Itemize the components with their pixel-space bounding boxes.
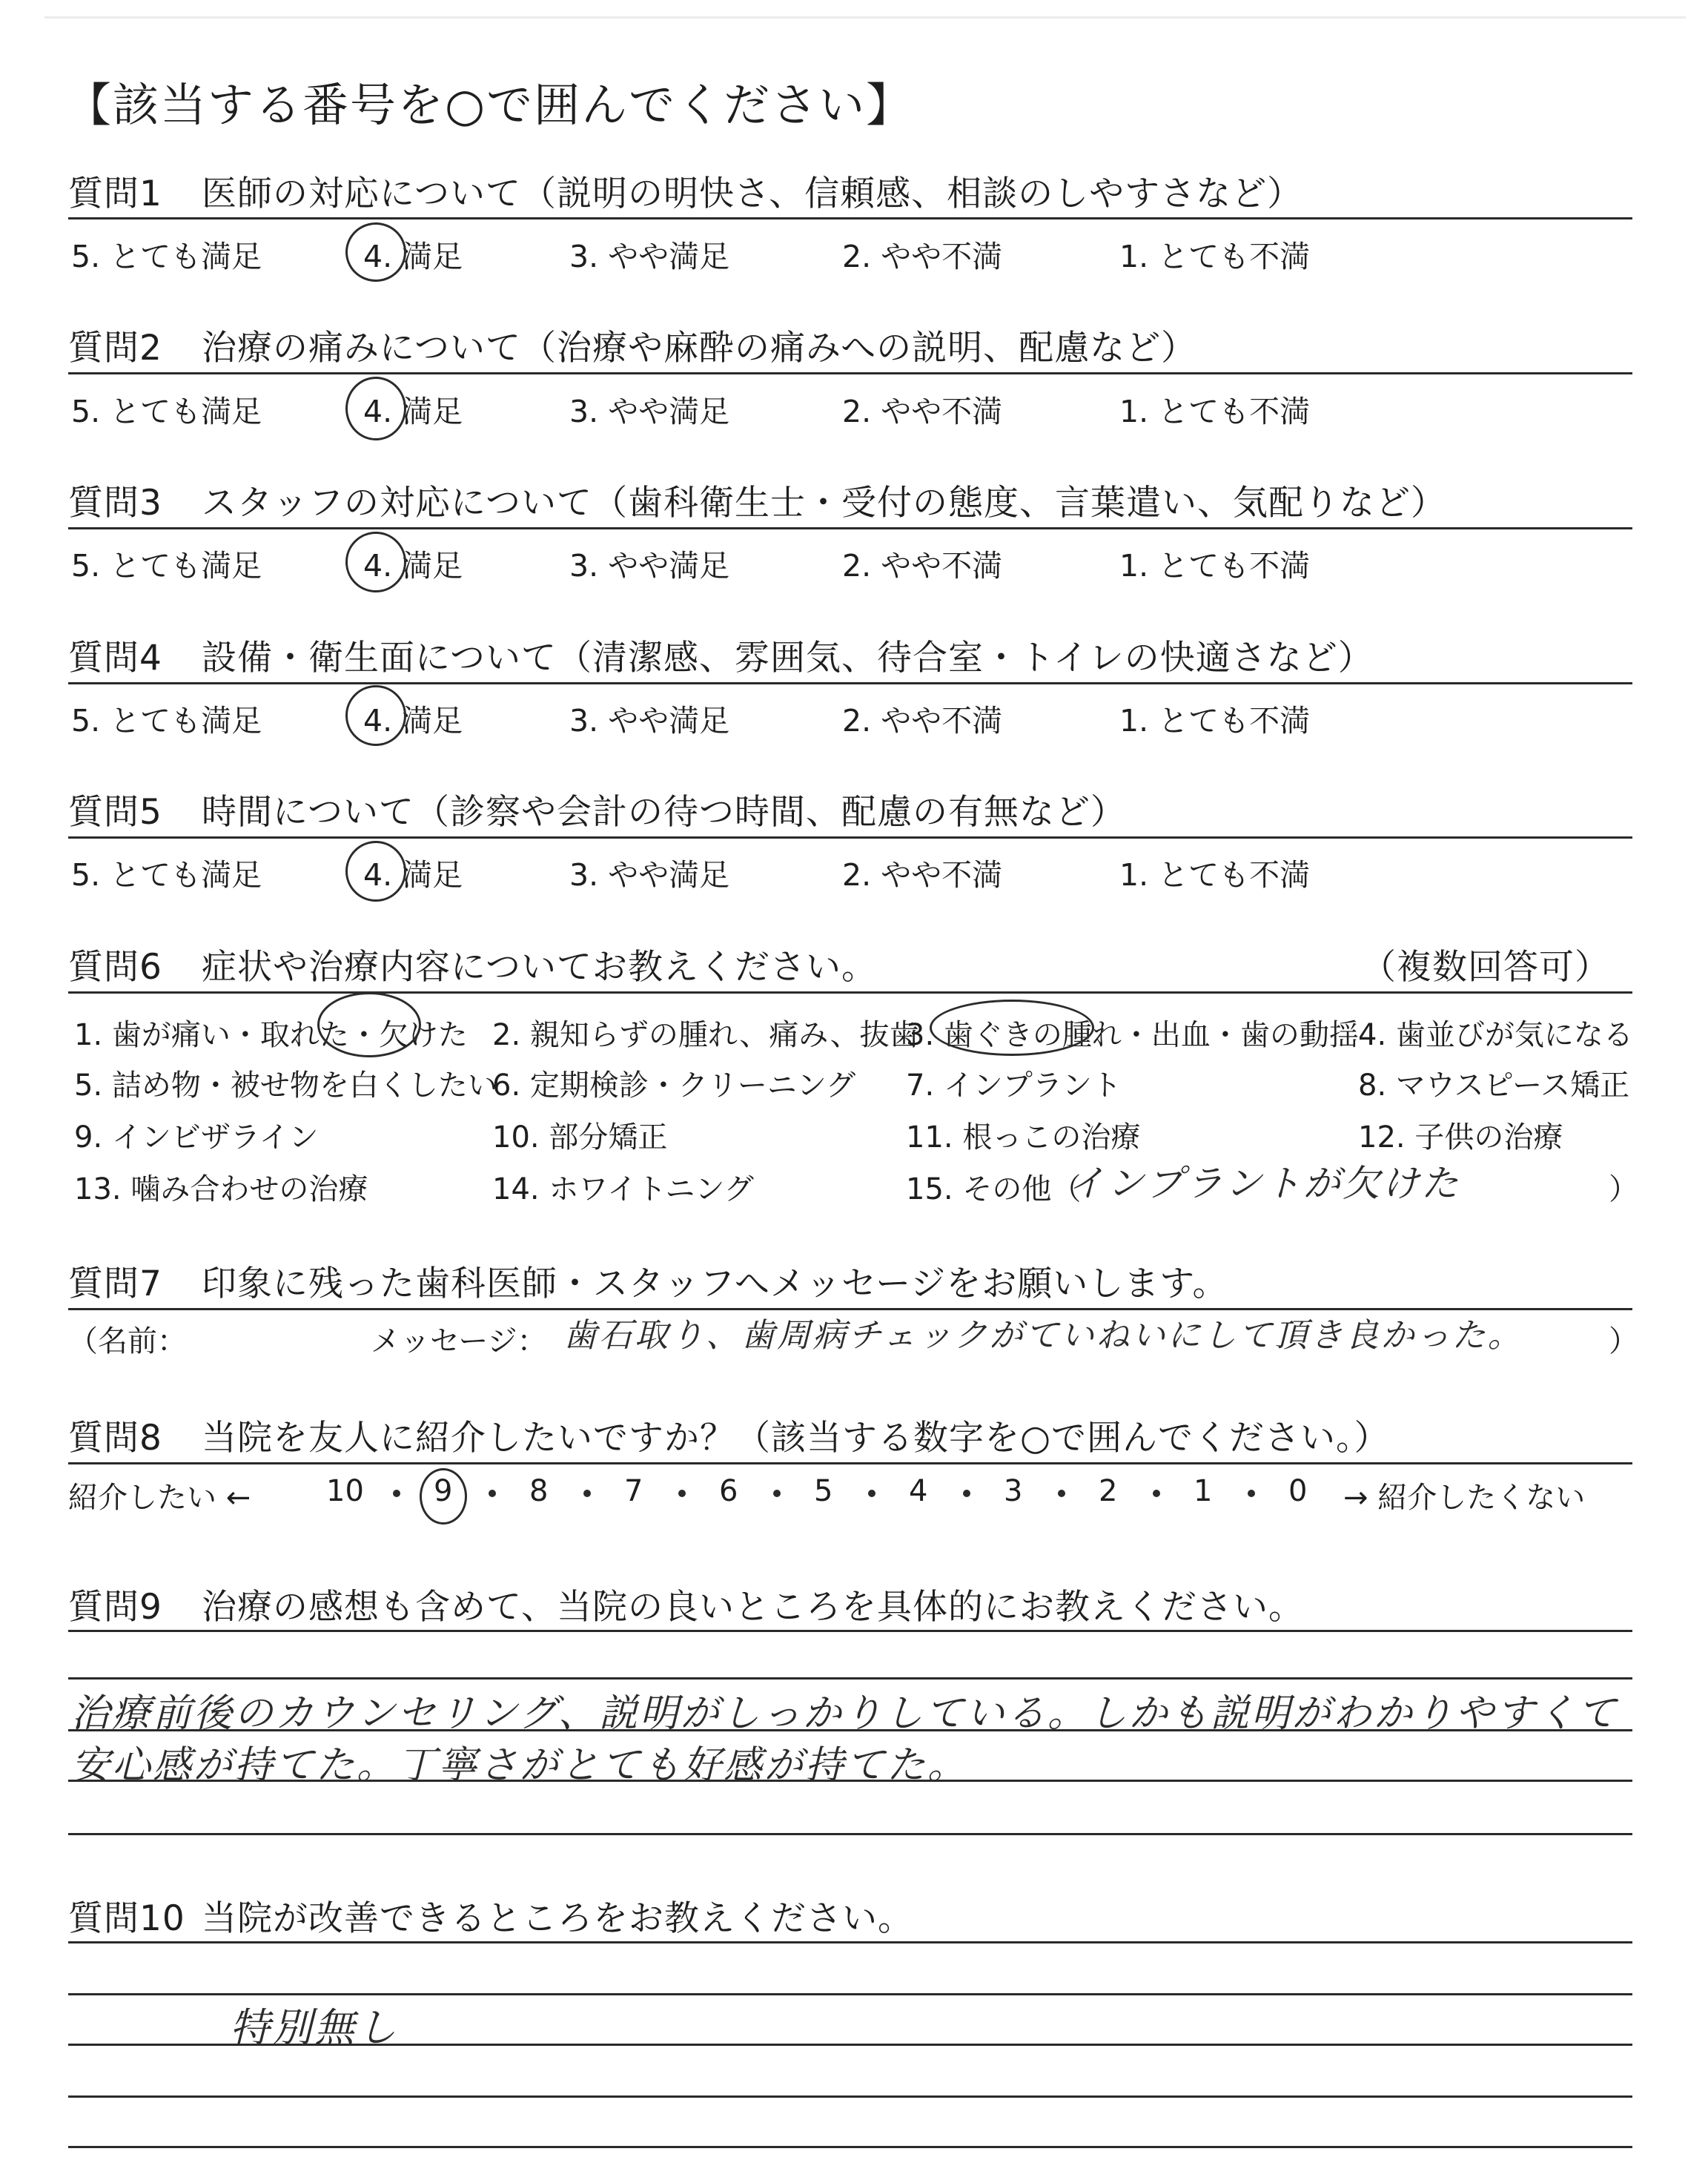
question-4-option-2[interactable]: 2. やや不満: [842, 703, 1003, 739]
question-4-text: 設備・衛生面について（清潔感、雰囲気、待合室・トイレの快適さなど）: [202, 638, 1374, 678]
question-3-option-2[interactable]: 2. やや不満: [842, 548, 1003, 584]
symptom-option-6[interactable]: 6. 定期検診・クリーニング: [492, 1069, 856, 1103]
question-9-rule-2: [68, 1677, 1632, 1680]
symptom-other-answer[interactable]: インプラントが欠けた: [1068, 1162, 1460, 1205]
symptom-option-11[interactable]: 11. 根っこの治療: [906, 1120, 1141, 1155]
question-5-option-5[interactable]: 5. とても満足: [71, 857, 262, 893]
question-10-rule-1: [68, 1941, 1632, 1943]
question-5-option-1[interactable]: 1. とても不満: [1119, 857, 1311, 893]
question-3-option-1[interactable]: 1. とても不満: [1119, 548, 1311, 584]
scale-2[interactable]: 2: [1099, 1474, 1118, 1508]
symptom-option-8[interactable]: 8. マウスピース矯正: [1358, 1069, 1630, 1103]
question-9-label: 質問9: [68, 1587, 162, 1628]
question-4-label: 質問4: [68, 638, 162, 678]
recommend-left-label: 紹介したい ←: [68, 1481, 251, 1515]
symptom-option-1[interactable]: 1. 歯が痛い・取れた・欠けた: [74, 1018, 468, 1052]
question-1-option-2[interactable]: 2. やや不満: [842, 239, 1003, 274]
question-8-text: 当院を友人に紹介したいですか？（該当する数字を○で囲んでください。）: [202, 1418, 1390, 1459]
question-10-label: 質問10: [68, 1898, 185, 1939]
question-2-option-4[interactable]: 4. 満足: [363, 394, 463, 429]
question-1-option-4[interactable]: 4. 満足: [363, 239, 463, 274]
question-5-text: 時間について（診察や会計の待つ時間、配慮の有無など）: [202, 792, 1127, 833]
question-2-option-3[interactable]: 3. やや満足: [569, 394, 730, 429]
scale-9[interactable]: 9: [434, 1474, 453, 1508]
question-2-option-2[interactable]: 2. やや不満: [842, 394, 1003, 429]
question-2-option-5[interactable]: 5. とても満足: [71, 394, 262, 429]
symptom-option-7[interactable]: 7. インプラント: [906, 1069, 1122, 1103]
recommend-right-label: → 紹介したくない: [1343, 1481, 1586, 1515]
question-10-rule-2: [68, 1993, 1632, 1995]
question-1-text: 医師の対応について（説明の明快さ、信頼感、相談のしやすさなど）: [202, 174, 1303, 214]
symptom-option-10[interactable]: 10. 部分矯正: [492, 1120, 668, 1155]
question-6-label: 質問6: [68, 947, 162, 988]
scale-0[interactable]: 0: [1288, 1474, 1308, 1508]
message-name-label: （名前：: [68, 1324, 187, 1358]
question-1-option-1[interactable]: 1. とても不満: [1119, 239, 1311, 274]
question-9-rule-5: [68, 1833, 1632, 1835]
question-1-label: 質問1: [68, 174, 162, 214]
question-9-text: 治療の感想も含めて、当院の良いところを具体的にお教えください。: [202, 1587, 1305, 1628]
question-4-option-3[interactable]: 3. やや満足: [569, 703, 730, 739]
question-7-text: 印象に残った歯科医師・スタッフへメッセージをお願いします。: [202, 1264, 1228, 1304]
symptom-option-13[interactable]: 13. 噛み合わせの治療: [74, 1172, 368, 1206]
question-5-option-2[interactable]: 2. やや不満: [842, 857, 1003, 893]
symptom-option-3[interactable]: 3. 歯ぐきの腫れ・出血・歯の動揺: [906, 1018, 1359, 1052]
question-4-option-4[interactable]: 4. 満足: [363, 703, 463, 739]
symptom-other-close: ）: [1609, 1172, 1638, 1206]
question-10-answer[interactable]: 特別無し: [230, 2004, 399, 2051]
question-3-option-4[interactable]: 4. 満足: [363, 548, 463, 584]
message-answer[interactable]: 歯石取り、歯周病チェックがていねいにして頂き良かった。: [563, 1315, 1523, 1355]
form-title: 【該当する番号を○で囲んでください】: [65, 78, 914, 132]
scale-5[interactable]: 5: [814, 1474, 833, 1508]
question-2-option-1[interactable]: 1. とても不満: [1119, 394, 1311, 429]
scale-7[interactable]: 7: [624, 1474, 643, 1508]
question-10-rule-4: [68, 2095, 1632, 2098]
scale-3[interactable]: 3: [1004, 1474, 1023, 1508]
symptom-option-12[interactable]: 12. 子供の治療: [1358, 1120, 1563, 1155]
question-3-text: スタッフの対応について（歯科衛生士・受付の態度、言葉遣い、気配りなど）: [202, 483, 1447, 524]
question-4-option-5[interactable]: 5. とても満足: [71, 703, 262, 739]
scale-6[interactable]: 6: [719, 1474, 738, 1508]
scale-1[interactable]: 1: [1194, 1474, 1213, 1508]
question-7-label: 質問7: [68, 1264, 162, 1304]
symptom-option-5[interactable]: 5. 詰め物・被せ物を白くしたい: [74, 1069, 497, 1103]
question-2-label: 質問2: [68, 328, 162, 369]
message-label: メッセージ：: [371, 1324, 547, 1358]
question-6-text: 症状や治療内容についてお教えください。: [202, 947, 878, 988]
scale-10[interactable]: 10: [326, 1474, 364, 1508]
question-3-label: 質問3: [68, 483, 162, 524]
question-3-option-3[interactable]: 3. やや満足: [569, 548, 730, 584]
question-5-option-4[interactable]: 4. 満足: [363, 857, 463, 893]
symptom-option-2[interactable]: 2. 親知らずの腫れ、痛み、抜歯: [492, 1018, 919, 1052]
question-6-note: （複数回答可）: [1361, 947, 1610, 988]
question-5-label: 質問5: [68, 792, 162, 833]
symptom-option-15[interactable]: 15. その他（: [906, 1172, 1082, 1206]
symptom-option-4[interactable]: 4. 歯並びが気になる: [1358, 1018, 1633, 1052]
symptom-option-9[interactable]: 9. インビザライン: [74, 1120, 319, 1155]
scale-answer-circle: [420, 1468, 467, 1525]
message-close: ）: [1609, 1324, 1638, 1358]
question-10-rule-5: [68, 2146, 1632, 2148]
question-4-option-1[interactable]: 1. とても不満: [1119, 703, 1311, 739]
question-8-label: 質問8: [68, 1418, 162, 1459]
question-9-rule-1: [68, 1630, 1632, 1632]
question-5-option-3[interactable]: 3. やや満足: [569, 857, 730, 893]
scale-8[interactable]: 8: [529, 1474, 549, 1508]
question-9-answer-line-1[interactable]: 治療前後のカウンセリング、説明がしっかりしている。しかも説明がわかりやすくて: [71, 1691, 1618, 1736]
question-3-option-5[interactable]: 5. とても満足: [71, 548, 262, 584]
scale-4[interactable]: 4: [909, 1474, 928, 1508]
question-1-option-3[interactable]: 3. やや満足: [569, 239, 730, 274]
question-1-option-5[interactable]: 5. とても満足: [71, 239, 262, 274]
symptom-option-14[interactable]: 14. ホワイトニング: [492, 1172, 754, 1206]
question-2-text: 治療の痛みについて（治療や麻酔の痛みへの説明、配慮など）: [202, 328, 1197, 369]
question-9-answer-line-2[interactable]: 安心感が持てた。丁寧さがとても好感が持てた。: [71, 1743, 969, 1788]
question-10-text: 当院が改善できるところをお教えください。: [202, 1898, 913, 1939]
